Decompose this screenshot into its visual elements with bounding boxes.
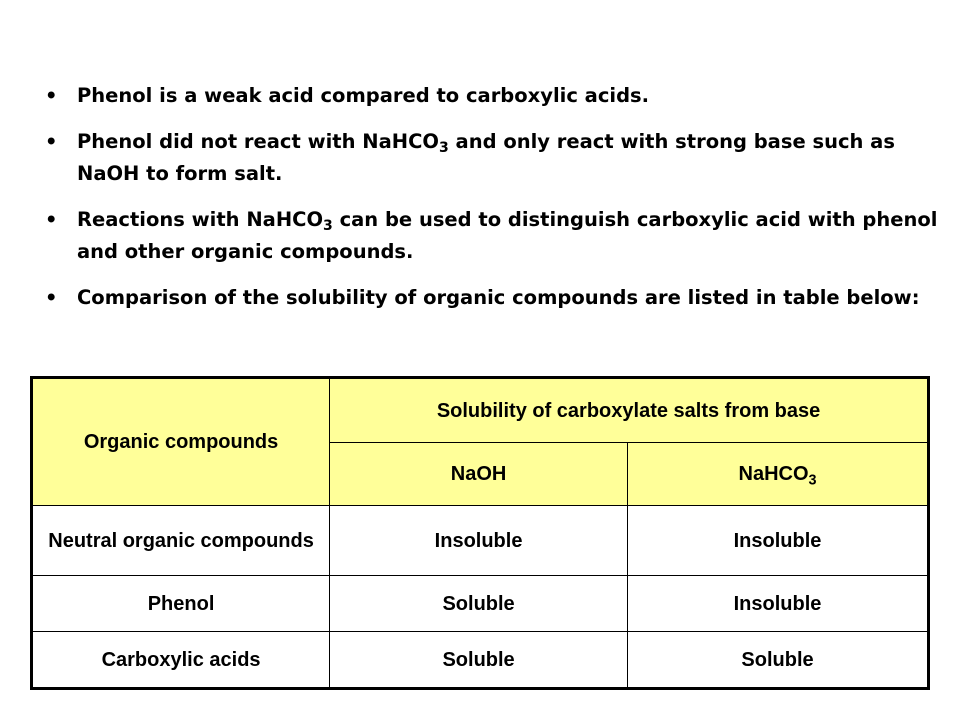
table-row — [32, 506, 929, 576]
bullet-item — [0, 204, 960, 268]
bullet-text: Reactions with — [77, 208, 247, 231]
table-row — [32, 576, 929, 632]
bullet-item — [0, 80, 960, 112]
naoh-solubility-cell: Soluble — [330, 632, 628, 689]
compound-cell: Carboxylic acids — [32, 632, 330, 689]
nahco3-solubility-cell: Insoluble — [628, 576, 929, 632]
column-header-compounds: Organic compounds — [32, 378, 330, 506]
naoh-solubility-cell: Soluble — [330, 576, 628, 632]
nahco3-solubility-cell: Insoluble — [628, 506, 929, 576]
bullet-text-continued: can be used to distinguish carboxylic acid with phenol and other organic compounds. — [77, 208, 938, 263]
chemical-formula: NaHCO — [738, 463, 809, 485]
column-group-header: Solubility of carboxylate salts from base — [330, 378, 929, 443]
bullet-text: Phenol is a weak acid compared to carboxylic acids. — [77, 84, 650, 107]
chemical-formula: NaHCO — [246, 208, 324, 231]
table-header-row — [32, 378, 929, 443]
naoh-solubility-cell: Insoluble — [330, 506, 628, 576]
formula-subscript: 3 — [438, 140, 449, 157]
nahco3-solubility-cell: Soluble — [628, 632, 929, 689]
compound-cell: Phenol — [32, 576, 330, 632]
bullet-item — [0, 282, 960, 314]
table-row — [32, 632, 929, 689]
formula-subscript: 3 — [323, 218, 333, 235]
solubility-table — [30, 376, 930, 690]
bullet-text: Phenol did not react with — [77, 130, 363, 153]
bullet-item — [0, 126, 960, 190]
bullet-text: Comparison of the solubility of organic compounds are listed in table below: — [77, 286, 920, 309]
column-header-naoh: NaOH — [330, 443, 628, 506]
chemical-formula: NaHCO — [362, 130, 439, 153]
bullet-text-continued: and only react with strong base such as NaOH to form salt. — [77, 130, 895, 185]
bullet-list — [0, 80, 960, 328]
column-header-nahco3 — [628, 443, 929, 506]
formula-subscript: 3 — [808, 472, 817, 489]
compound-cell: Neutral organic compounds — [32, 506, 330, 576]
